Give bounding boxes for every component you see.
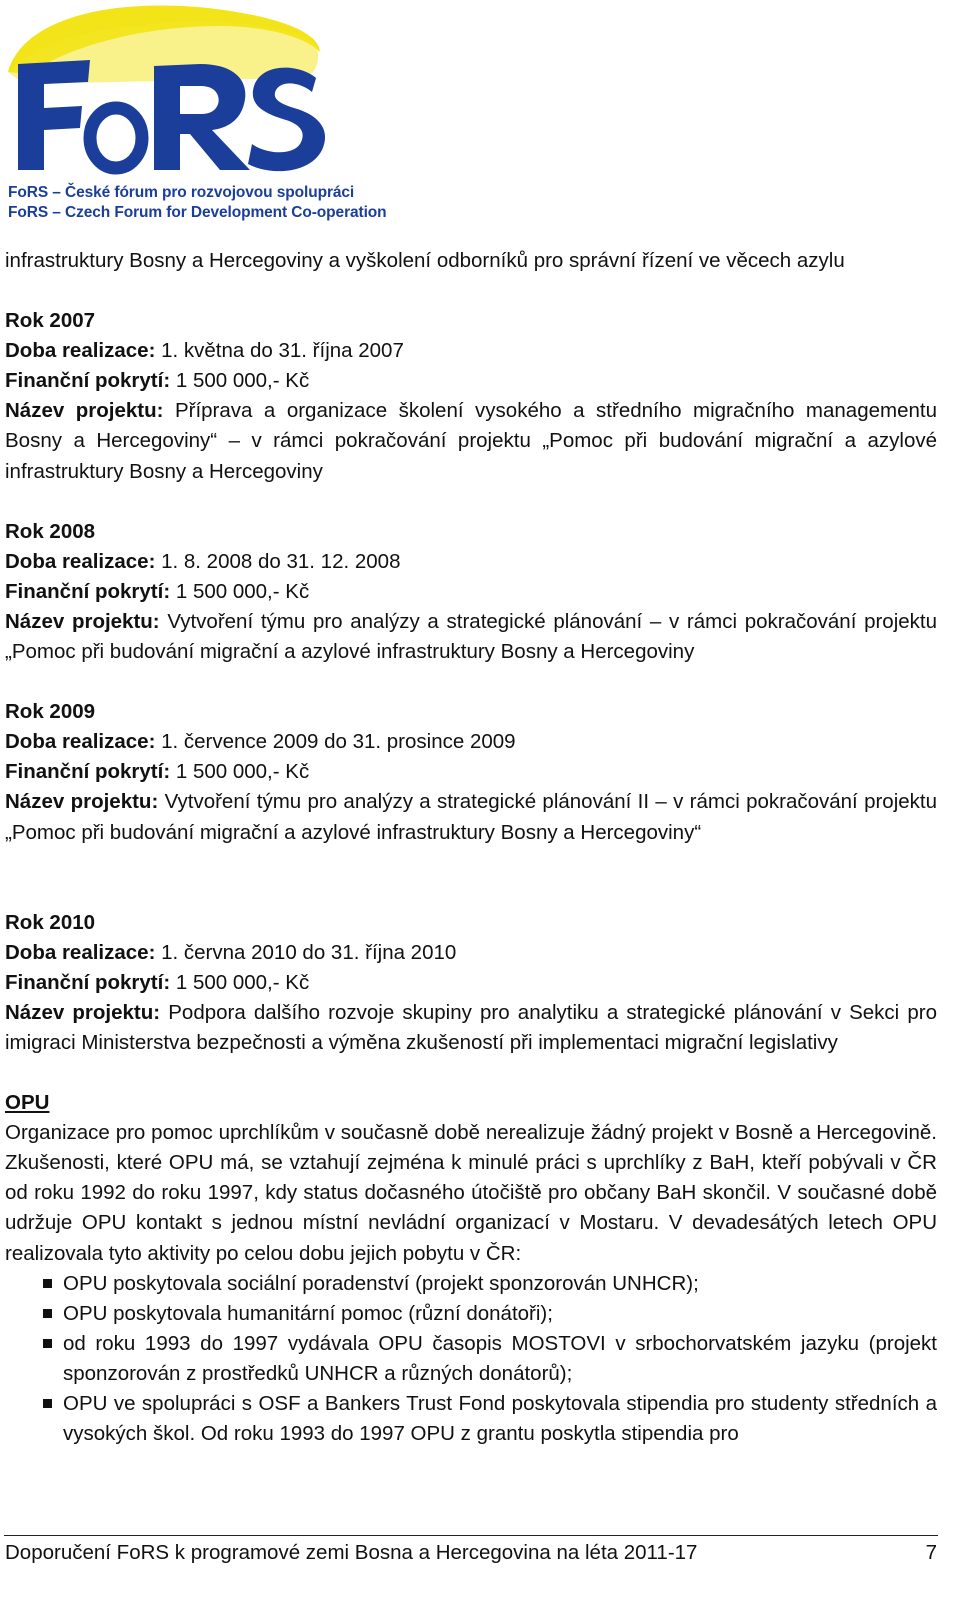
list-item-text: OPU poskytovala humanitární pomoc (různí donátoři); — [63, 1301, 553, 1325]
project-name-value: Vytvoření týmu pro analýzy a strategické plánování – v rámci pokračování projektu „Pomoc při budování migrační a azylové infrastruktury Bosny a Hercegoviny — [5, 609, 937, 664]
project-name-value: Vytvoření týmu pro analýzy a strategické plánování II – v rámci pokračování projektu „Pomoc při budování migrační a azylové infrastruktury Bosny a Hercegoviny“ — [5, 790, 937, 844]
project-2007 — [5, 306, 937, 487]
list-item-text: od roku 1993 do 1997 vydávala OPU časopis MOSTOVI v srbochorvatském jazyku (projekt sponzorován z prostředků UNHCR a různých donátorů); — [63, 1331, 937, 1385]
period-value: 1. července 2009 do 31. prosince 2009 — [155, 730, 516, 754]
bullet-square-icon — [43, 1399, 52, 1408]
opu-paragraph: Organizace pro pomoc uprchlíkům v současně době nerealizuje žádný projekt v Bosně a Hercegovině. Zkušenosti, které OPU má, se vztahují zejména k minulé práci s uprchlíky z BaH, kteří pobývali v ČR od roku 1992 do roku 1997, kdy status dočasného útočiště pro občany BaH skončil. V současné době udržuje OPU kontakt s jednou místní nevládní organizací v Mostaru. V devadesátých letech OPU realizovala tyto aktivity po celou dobu jejich pobytu v ČR: — [5, 1121, 937, 1265]
list-item — [5, 1269, 937, 1299]
year-label: Rok 2008 — [5, 519, 96, 543]
footer-divider — [4, 1535, 938, 1536]
project-name-value: Podpora dalšího rozvoje skupiny pro analytiku a strategické plánování v Sekci pro imigraci Ministerstva bezpečnosti a výměna zkušeností při implementaci migrační legislativy — [5, 1000, 938, 1054]
bullet-square-icon — [43, 1309, 52, 1318]
logo-letter-s — [248, 68, 325, 172]
opu-activity-list — [5, 1269, 937, 1450]
document-body — [5, 246, 937, 1449]
funding-value: 1 500 000,- Kč — [170, 579, 310, 603]
funding-label: Finanční pokrytí: — [5, 760, 171, 784]
funding-label: Finanční pokrytí: — [5, 579, 171, 603]
footer-title: Doporučení FoRS k programové zemi Bosna a Hercegovina na léta 2011-17 — [5, 1541, 698, 1564]
project-name-value: Příprava a organizace školení vysokého a středního migračního managementu Bosny a Hercegoviny“ – v rámci pokračování projektu „Pomoc při budování migrační a azylové infrastruktury Bosny a Hercegoviny — [5, 399, 937, 483]
list-item — [5, 1299, 937, 1329]
year-label: Rok 2009 — [5, 700, 96, 724]
period-value: 1. května do 31. října 2007 — [155, 339, 404, 363]
project-2008 — [5, 517, 937, 667]
period-label: Doba realizace: — [5, 339, 156, 363]
year-label: Rok 2007 — [5, 309, 96, 333]
opu-heading: OPU — [5, 1091, 50, 1115]
fors-logo — [4, 4, 424, 224]
opu-section — [5, 1088, 937, 1449]
funding-label: Finanční pokrytí: — [5, 970, 171, 994]
period-label: Doba realizace: — [5, 730, 156, 754]
page-footer — [5, 1538, 937, 1568]
org-name-english: FoRS – Czech Forum for Development Co-operation — [8, 204, 387, 221]
logo-letter-o — [90, 108, 142, 168]
year-label: Rok 2010 — [5, 910, 96, 934]
project-name-label: Název projektu: — [5, 1000, 161, 1024]
logo-letter-f — [18, 60, 90, 170]
logo-letter-r — [154, 64, 250, 170]
fors-logo-graphic — [4, 4, 334, 179]
project-2010 — [5, 908, 937, 1058]
bullet-square-icon — [43, 1279, 52, 1288]
funding-value: 1 500 000,- Kč — [170, 970, 310, 994]
list-item-text: OPU poskytovala sociální poradenství (projekt sponzorován UNHCR); — [63, 1271, 699, 1295]
project-2009 — [5, 697, 937, 847]
intro-line: infrastruktury Bosny a Hercegoviny a vyškolení odborníků pro správní řízení ve věcech azylu — [5, 249, 845, 272]
period-label: Doba realizace: — [5, 940, 156, 964]
period-value: 1. června 2010 do 31. října 2010 — [155, 940, 457, 964]
org-name-czech: FoRS – České fórum pro rozvojovou spolupráci — [8, 184, 355, 201]
list-item — [5, 1389, 937, 1449]
bullet-square-icon — [43, 1339, 52, 1348]
page-number: 7 — [925, 1541, 937, 1564]
period-label: Doba realizace: — [5, 549, 156, 573]
project-name-label: Název projektu: — [5, 609, 160, 633]
list-item-text: OPU ve spolupráci s OSF a Bankers Trust Fond poskytovala stipendia pro studenty středních a vysokých škol. Od roku 1993 do 1997 OPU z grantu poskytla stipendia pro — [63, 1392, 937, 1446]
list-item — [5, 1329, 937, 1389]
project-name-label: Název projektu: — [5, 399, 164, 423]
funding-value: 1 500 000,- Kč — [170, 369, 310, 393]
funding-value: 1 500 000,- Kč — [170, 760, 310, 784]
period-value: 1. 8. 2008 do 31. 12. 2008 — [155, 549, 401, 573]
project-name-label: Název projektu: — [5, 790, 159, 814]
funding-label: Finanční pokrytí: — [5, 369, 171, 393]
